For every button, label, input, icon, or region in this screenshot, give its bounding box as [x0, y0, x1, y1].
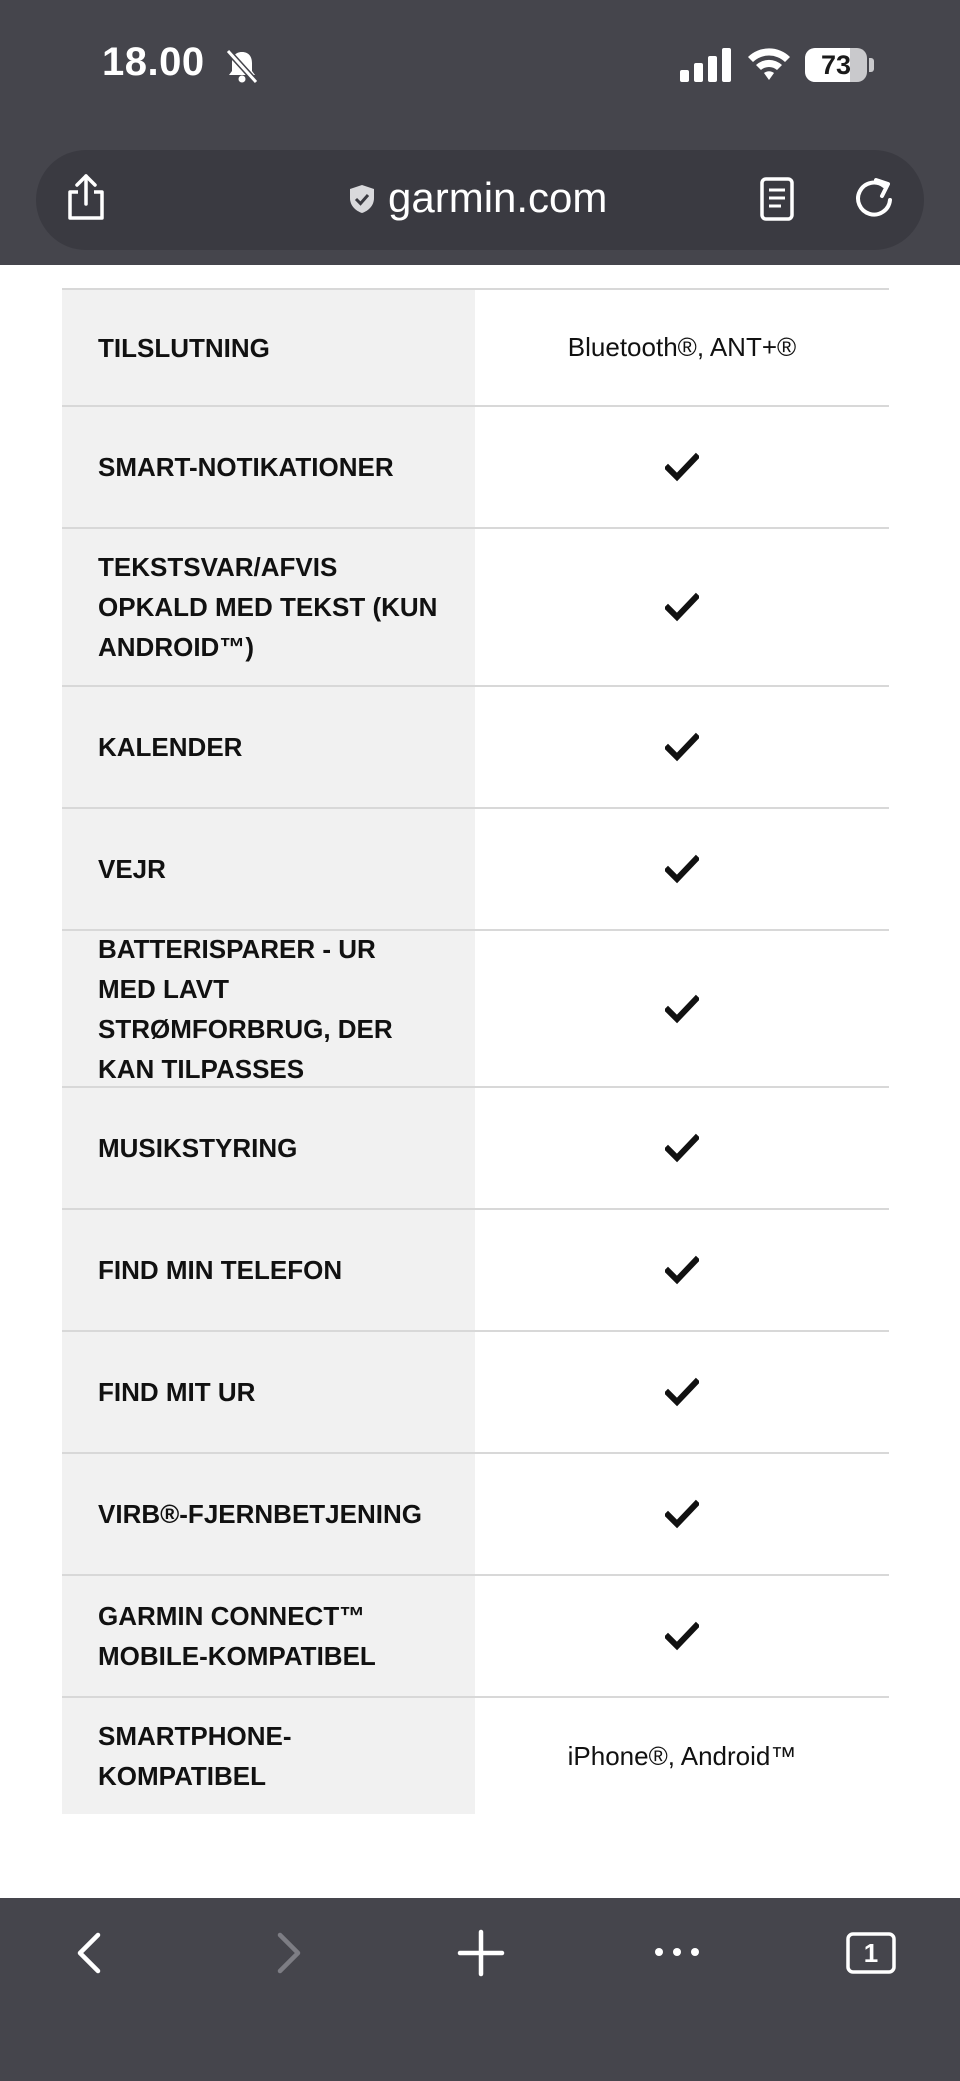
spec-label: FIND MIN TELEFON [62, 1210, 475, 1330]
spec-value: iPhone®, Android™ [567, 1740, 797, 1771]
spec-label: FIND MIT UR [62, 1332, 475, 1452]
spec-value: Bluetooth®, ANT+® [567, 332, 797, 362]
browser-bottom-toolbar [0, 1898, 960, 2081]
reload-icon[interactable] [848, 174, 900, 224]
battery-nub [869, 58, 874, 72]
plus-icon[interactable] [456, 1928, 506, 1978]
share-icon[interactable] [60, 172, 112, 224]
checkmark-icon [475, 529, 889, 685]
spec-label: SMART-NOTIKATIONER [62, 407, 475, 527]
more-options-icon[interactable] [652, 1942, 702, 1962]
spec-row [62, 1210, 889, 1332]
checkmark-icon [475, 1576, 889, 1696]
spec-row [62, 687, 889, 809]
spec-row [62, 529, 889, 687]
spec-label: VEJR [62, 809, 475, 929]
spec-row [62, 290, 889, 407]
spec-label: SMARTPHONE-KOMPATIBEL [62, 1698, 475, 1814]
spec-label: TEKSTSVAR/AFVIS OPKALD MED TEKST (KUN ANDROID™) [62, 529, 475, 685]
spec-label: MUSIKSTYRING [62, 1088, 475, 1208]
forward-icon[interactable] [268, 1930, 308, 1976]
spec-row [62, 1576, 889, 1698]
spec-label: KALENDER [62, 687, 475, 807]
spec-label: GARMIN CONNECT™ MOBILE-KOMPATIBEL [62, 1576, 475, 1696]
back-icon[interactable] [70, 1930, 110, 1976]
spec-label: VIRB®-FJERNBETJENING [62, 1454, 475, 1574]
shield-secure-icon [348, 184, 376, 214]
wifi-icon [746, 44, 792, 82]
url-text[interactable]: garmin.com [388, 174, 608, 221]
status-time: 18.00 [102, 40, 205, 84]
checkmark-icon [475, 931, 889, 1086]
checkmark-icon [475, 809, 889, 929]
browser-top-chrome [0, 0, 960, 265]
spec-row [62, 931, 889, 1088]
checkmark-icon [475, 687, 889, 807]
spec-row [62, 1698, 889, 1814]
tab-count[interactable]: 1 [863, 1938, 879, 1968]
bell-slash-icon [222, 46, 262, 86]
checkmark-icon [475, 1332, 889, 1452]
spec-label: TILSLUTNING [62, 290, 475, 405]
spec-table [62, 288, 889, 1814]
spec-row [62, 1088, 889, 1210]
checkmark-icon [475, 1210, 889, 1330]
spec-row [62, 1332, 889, 1454]
cellular-signal-icon [680, 48, 732, 82]
checkmark-icon [475, 1088, 889, 1208]
spec-row [62, 1454, 889, 1576]
checkmark-icon [475, 1454, 889, 1574]
battery-level: 73 [820, 50, 852, 80]
spec-label: BATTERISPARER - UR MED LAVT STRØMFORBRUG, DER KAN TILPASSES [62, 931, 475, 1086]
spec-row [62, 407, 889, 529]
checkmark-icon [475, 407, 889, 527]
reader-mode-icon[interactable] [754, 176, 800, 222]
spec-row [62, 809, 889, 931]
battery-indicator [805, 48, 867, 82]
